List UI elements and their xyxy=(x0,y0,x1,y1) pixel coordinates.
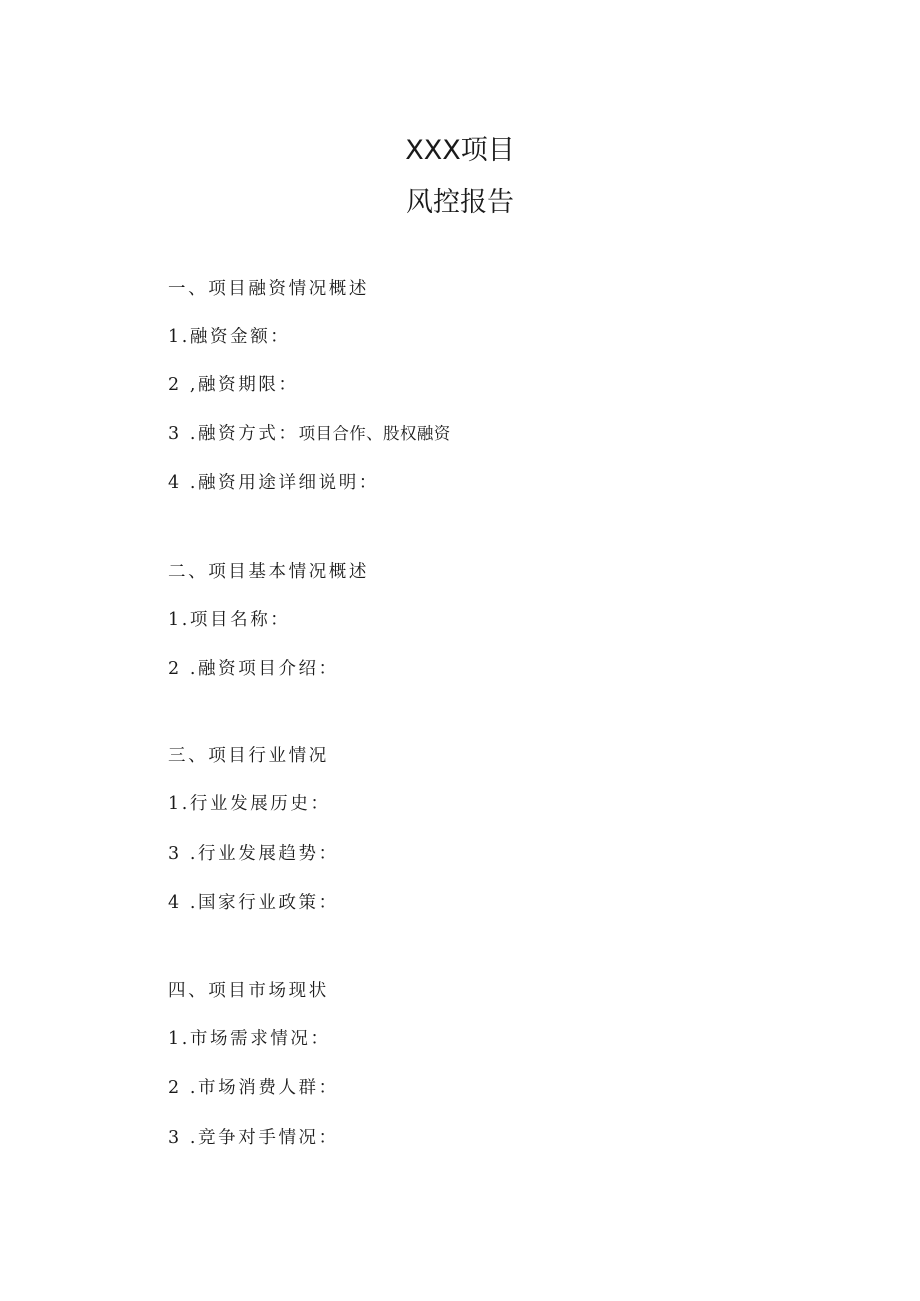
section-heading-market: 四、项目市场现状 xyxy=(168,981,329,1001)
item-industry-history: 1.行业发展历史： xyxy=(168,794,331,814)
item-financing-term: 2 ,融资期限： xyxy=(168,375,299,395)
item-project-name: 1.项目名称： xyxy=(168,610,291,630)
item-project-introduction: 2 .融资项目介绍： xyxy=(168,659,339,679)
item-market-demand: 1.市场需求情况： xyxy=(168,1029,331,1049)
item-financing-method xyxy=(168,421,451,447)
item-market-consumers: 2 .市场消费人群： xyxy=(168,1078,339,1098)
item-financing-method-value: 项目合作、股权融资 xyxy=(298,424,451,443)
section-heading-industry: 三、项目行业情况 xyxy=(168,746,329,766)
item-financing-purpose: 4 .融资用途详细说明： xyxy=(168,473,379,493)
document-subtitle: 风控报告 xyxy=(406,187,514,218)
section-heading-financing-overview: 一、项目融资情况概述 xyxy=(168,279,369,299)
item-financing-method-label: 3 .融资方式： xyxy=(168,424,299,444)
item-market-competitors: 3 .竞争对手情况： xyxy=(168,1128,339,1148)
section-heading-project-basics: 二、项目基本情况概述 xyxy=(168,562,369,582)
item-industry-trend: 3 .行业发展趋势： xyxy=(168,844,339,864)
document-title: XXX项目 xyxy=(405,135,515,166)
item-financing-amount: 1.融资金额： xyxy=(168,327,291,347)
item-industry-policy: 4 .国家行业政策： xyxy=(168,893,339,913)
